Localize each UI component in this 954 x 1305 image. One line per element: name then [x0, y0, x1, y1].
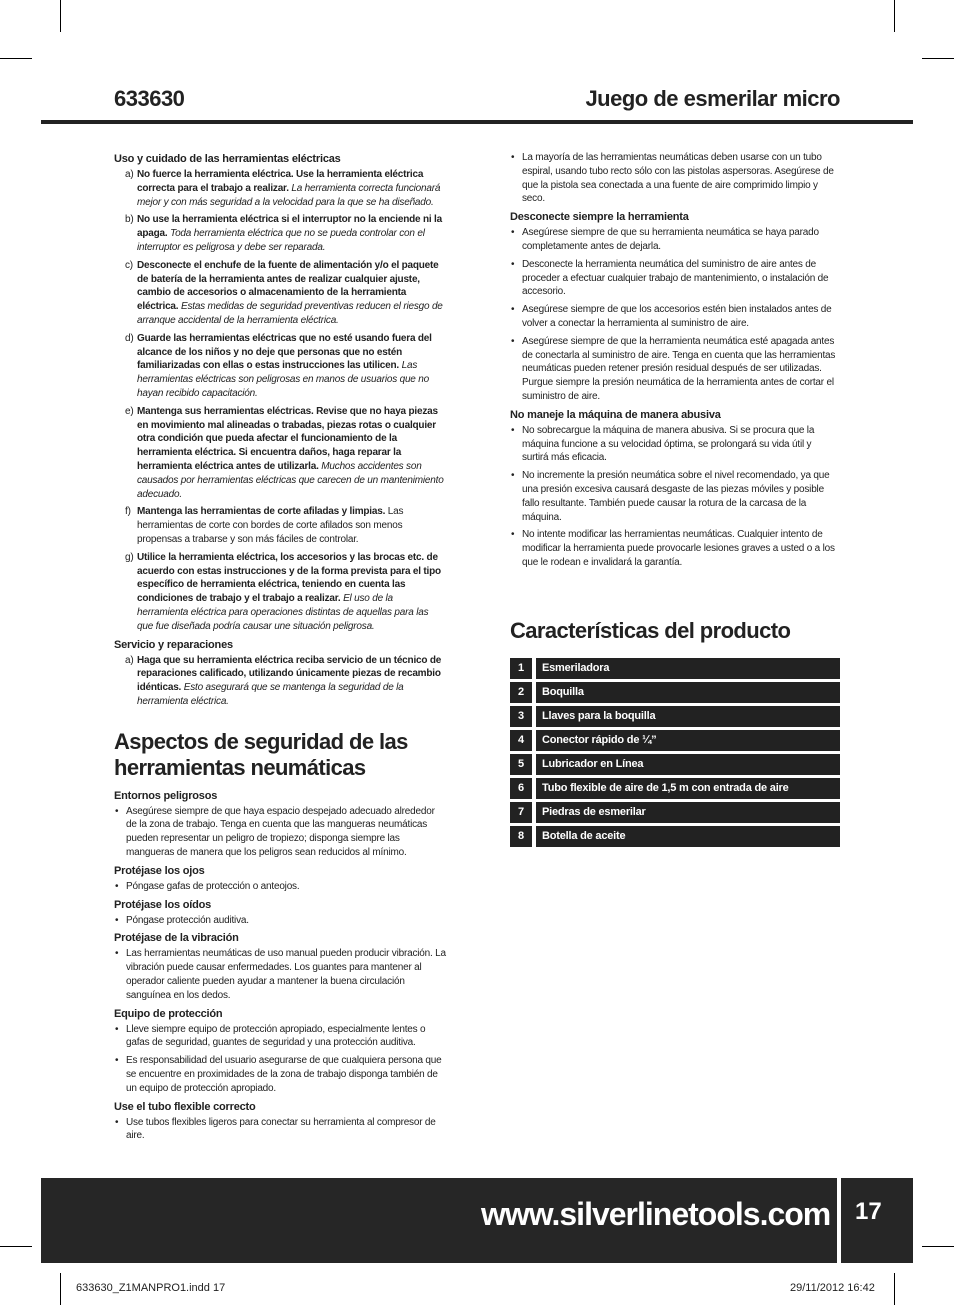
bullet-text: Asegúrese siempre de que la herramienta neumática esté apagada antes de conectarla al suministro de aire. Tenga en cuenta que las herramientas neumáticas pueden retener presión residual después de ser utilizadas. Purgue siempre la presión neumática de la herramienta antes de cortar el suministro de aire. [522, 335, 836, 402]
group-heading: Equipo de protección [114, 1007, 223, 1020]
item-letter: e) [125, 405, 134, 417]
bullet-item [114, 1054, 446, 1095]
intro-bullets [510, 151, 840, 206]
group-heading: Desconecte siempre la herramienta [510, 211, 689, 224]
bullet-text: Póngase protección auditiva. [126, 914, 249, 926]
feature-number: 1 [510, 658, 532, 679]
feature-number: 5 [510, 754, 532, 775]
power-tool-list [114, 168, 446, 634]
item-bold-text: Desconecte el enchufe de la fuente de alimentación y/o el paquete de batería de la herramienta antes de realizar cualquier ajuste, cambio de accesorios o almacenamiento de la herramienta eléctrica. [137, 259, 439, 313]
bullet-item [510, 469, 840, 524]
item-bold-text: Mantenga las herramientas de corte afiladas y limpias. [137, 506, 386, 518]
group-heading: Protéjase los ojos [114, 864, 205, 877]
slug-file: 633630_Z1MANPRO1.indd 17 [76, 1282, 226, 1294]
bullet-text: Use tubos flexibles ligeros para conectar su herramienta al compresor de aire. [126, 1116, 436, 1142]
feature-row [510, 778, 840, 799]
feature-number: 4 [510, 730, 532, 751]
item-letter: b) [125, 214, 134, 226]
bullet-text: Desconecte la herramienta neumática del suministro de aire antes de proceder a efectuar cualquier trabajo de mantenimiento, o instalación de accesorio. [522, 258, 829, 298]
feature-label: Tubo flexible de aire de 1,5 m con entrada de aire [536, 778, 840, 799]
bullet-item [510, 335, 840, 404]
feature-row [510, 754, 840, 775]
bullet-icon: • [115, 805, 119, 817]
feature-row [510, 826, 840, 847]
feature-label: Esmeriladora [536, 658, 840, 679]
feature-row [510, 730, 840, 751]
item-letter: g) [125, 551, 134, 563]
item-italic-text: Esto asegurará que se mantenga la seguridad de la herramienta eléctrica. [137, 682, 404, 707]
pneumatic-safety-groups [114, 789, 446, 1144]
item-italic-text: Las herramientas eléctricas son peligrosas en manos de usuarios que no hayan recibido capacitación. [137, 360, 429, 399]
group-heading: Use el tubo flexible correcto [114, 1100, 256, 1113]
feature-label: Piedras de esmerilar [536, 802, 840, 823]
feature-label: Conector rápido de ¼” [536, 730, 840, 751]
bullet-text: Asegúrese siempre de que su herramienta neumática se haya parado completamente antes de dejarla. [522, 227, 819, 252]
bullet-text: No incremente la presión neumática sobre el nivel recomendado, ya que una presión excesiva causará desgaste de las piezas móviles y posible fallo resultante. También puede causar la rotura de la carcasa de la máquina. [522, 470, 830, 523]
group-heading: Protéjase los oídos [114, 898, 212, 911]
feature-row [510, 682, 840, 703]
feature-number: 8 [510, 826, 532, 847]
feature-label: Botella de aceite [536, 826, 840, 847]
feature-number: 7 [510, 802, 532, 823]
features-title: Características del producto [510, 617, 791, 643]
bullet-text: Póngase gafas de protección o anteojos. [126, 880, 300, 892]
item-letter: d) [125, 332, 134, 344]
item-bold-text: Haga que su herramienta eléctrica reciba servicio de un técnico de reparaciones calificado, utilizando únicamente piezas de recambio idénticas. [137, 654, 442, 694]
bullet-icon: • [511, 470, 515, 482]
bullet-item [114, 947, 446, 1002]
feature-row [510, 802, 840, 823]
bullet-icon: • [115, 1023, 119, 1035]
bullet-icon: • [115, 1116, 119, 1128]
section-heading: Servicio y reparaciones [114, 638, 233, 651]
page-number: 17 [855, 1198, 882, 1225]
website-link[interactable]: www.silverlinetools.com [481, 1196, 831, 1232]
features-table [510, 658, 840, 847]
bullet-icon: • [511, 529, 515, 541]
item-text: Las herramientas de corte con bordes de corte afilados son menos propensas a trabarse y son más fáciles de controlar. [137, 506, 404, 545]
section-heading: Uso y cuidado de las herramientas eléctricas [114, 153, 341, 165]
feature-number: 2 [510, 682, 532, 703]
item-letter: f) [125, 506, 131, 518]
bullet-icon: • [511, 335, 515, 347]
item-italic-text: La herramienta correcta funcionará mejor y con más seguridad a la velocidad para la que se ha diseñado. [137, 182, 441, 208]
page-title: Juego de esmerilar micro [585, 86, 840, 111]
crop-mark [922, 58, 954, 59]
bullet-text: Lleve siempre equipo de protección apropiado, especialmente lentes o gafas de seguridad, guantes de seguridad y una protección auditiva. [126, 1023, 426, 1049]
bullet-icon: • [115, 914, 119, 926]
bullet-item [114, 805, 446, 860]
item-letter: a) [125, 169, 134, 180]
feature-row [510, 658, 840, 679]
bullet-item [114, 880, 446, 894]
bullet-item [114, 1023, 446, 1051]
bullet-item [114, 1116, 446, 1144]
bullet-item [510, 226, 840, 254]
feature-label: Boquilla [536, 682, 840, 703]
item-bold-text: Mantenga sus herramientas eléctricas. Revise que no haya piezas en movimiento mal alineadas o trabadas, piezas rotas o cualquier otra condición que pueda afectar el funcionamiento de la herramienta eléctrica. Si encuentra daños, haga reparar la herramienta eléctrica antes de utilizarla. [137, 405, 438, 472]
bullet-icon: • [511, 258, 515, 270]
item-italic-text: El uso de la herramienta eléctrica para operaciones distintas de aquellas para las que fue diseñada podría causar une situación peligrosa. [137, 593, 429, 632]
item-italic-text: Toda herramienta eléctrica que no se pueda controlar con el interruptor es peligrosa y debe ser reparada. [137, 228, 425, 253]
crop-mark [60, 1273, 61, 1305]
bullet-text: Las herramientas neumáticas de uso manual pueden producir vibración. La vibración puede causar enfermedades. Los guantes para mantener al operador caliente pueden ayudar a mantener la buena circulación sanguínea en los dedos. [126, 948, 446, 1001]
product-code: 633630 [114, 86, 185, 111]
right-safety-groups [510, 210, 840, 570]
bullet-item [510, 258, 840, 299]
item-letter: c) [125, 259, 133, 271]
crop-mark [0, 1246, 32, 1247]
bullet-text: Asegúrese siempre de que haya espacio despejado adecuado alrededor de la zona de trabajo. Tenga en cuenta que las mangueras neumáticas pueden representar un peligro de tropiezo; disponga siempre las mangueras de manera que los peligros sean reducidos al mínimo. [126, 805, 435, 859]
bullet-icon: • [511, 152, 515, 163]
list-item [114, 213, 446, 254]
bullet-icon: • [511, 227, 515, 239]
bullet-text: Asegúrese siempre de que los accesorios estén bien instalados antes de volver a conectar la herramienta al suministro de aire. [522, 304, 832, 329]
bullet-icon: • [115, 880, 119, 892]
crop-mark [894, 0, 895, 32]
header-rule [41, 120, 913, 124]
feature-label: Lubricador en Línea [536, 754, 840, 775]
crop-mark [0, 58, 32, 59]
page-header [114, 86, 840, 116]
feature-number: 6 [510, 778, 532, 799]
section-title-pneumatic: Aspectos de seguridad de las herramientas neumáticas [114, 728, 408, 780]
item-bold-text: Utilice la herramienta eléctrica, los accesorios y las brocas etc. de acuerdo con estas instrucciones y de la forma prevista para el tipo específico de herramienta eléctrica, teniendo en cuenta las condiciones de trabajo y el trabajo a realizar. [137, 551, 441, 605]
slug-date: 29/11/2012 16:42 [790, 1282, 875, 1294]
item-italic-text: Estas medidas de seguridad preventivas reducen el riesgo de arranque accidental de la herramienta eléctrica. [137, 301, 443, 326]
feature-number: 3 [510, 706, 532, 727]
list-item [114, 259, 446, 328]
item-bold-text: Guarde las herramientas eléctricas que no esté usando fuera del alcance de los niños y no deje que personas que no estén familiarizadas con ellas o estas instrucciones las utilicen. [137, 332, 432, 372]
footer-bar [41, 1178, 913, 1263]
bullet-item [510, 528, 840, 569]
list-item [114, 405, 446, 502]
bullet-text: Es responsabilidad del usuario asegurarse de que cualquiera persona que se encuentre en proximidades de la zona de trabajo disponga también de un equipo de protección apropiado. [126, 1055, 442, 1094]
footer-divider [837, 1178, 841, 1263]
group-heading: No maneje la máquina de manera abusiva [510, 408, 721, 421]
group-heading: Protéjase de la vibración [114, 932, 239, 945]
list-item [114, 332, 446, 401]
list-item [114, 168, 446, 209]
bullet-text: No sobrecargue la máquina de manera abusiva. Si se procura que la máquina funcione a su velocidad óptima, se prolongará su vida útil y surtirá más eficacia. [522, 424, 815, 464]
list-item [114, 505, 446, 546]
feature-label: Llaves para la boquilla [536, 706, 840, 727]
bullet-icon: • [115, 948, 119, 960]
service-list [114, 654, 446, 709]
item-bold-text: No fuerce la herramienta eléctrica. Use la herramienta eléctrica correcta para el trabajo a realizar. [137, 169, 424, 194]
bullet-text: No intente modificar las herramientas neumáticas. Cualquier intento de modificar la herramienta puede provocarle lesiones graves a usted o a los que le rodean e invalidará la garantía. [522, 529, 835, 568]
right-column [510, 151, 840, 850]
crop-mark [60, 0, 61, 32]
item-italic-text: Muchos accidentes son causados por herramientas eléctricas que carecen de un mantenimiento adecuado. [137, 460, 444, 500]
item-letter: a) [125, 654, 134, 666]
bullet-icon: • [115, 1055, 119, 1067]
bullet-icon: • [511, 424, 515, 436]
list-item [114, 654, 446, 709]
bullet-icon: • [511, 304, 515, 316]
bullet-text: La mayoría de las herramientas neumáticas deben usarse con un tubo espiral, usando tubo recto sólo con las pistolas aspersoras. Asegúrese de que la pistola sea conectada a una fuente de aire comprimido limpio y seco. [522, 152, 834, 205]
bullet-item [114, 914, 446, 928]
item-bold-text: No use la herramienta eléctrica si el interruptor no la enciende ni la apaga. [137, 214, 442, 240]
crop-mark [894, 1273, 895, 1305]
crop-mark [922, 1246, 954, 1247]
bullet-item [510, 151, 840, 206]
list-item [114, 551, 446, 634]
bullet-item [510, 424, 840, 465]
feature-row [510, 706, 840, 727]
group-heading: Entornos peligrosos [114, 789, 218, 802]
left-column [114, 152, 446, 1147]
bullet-item [510, 303, 840, 331]
